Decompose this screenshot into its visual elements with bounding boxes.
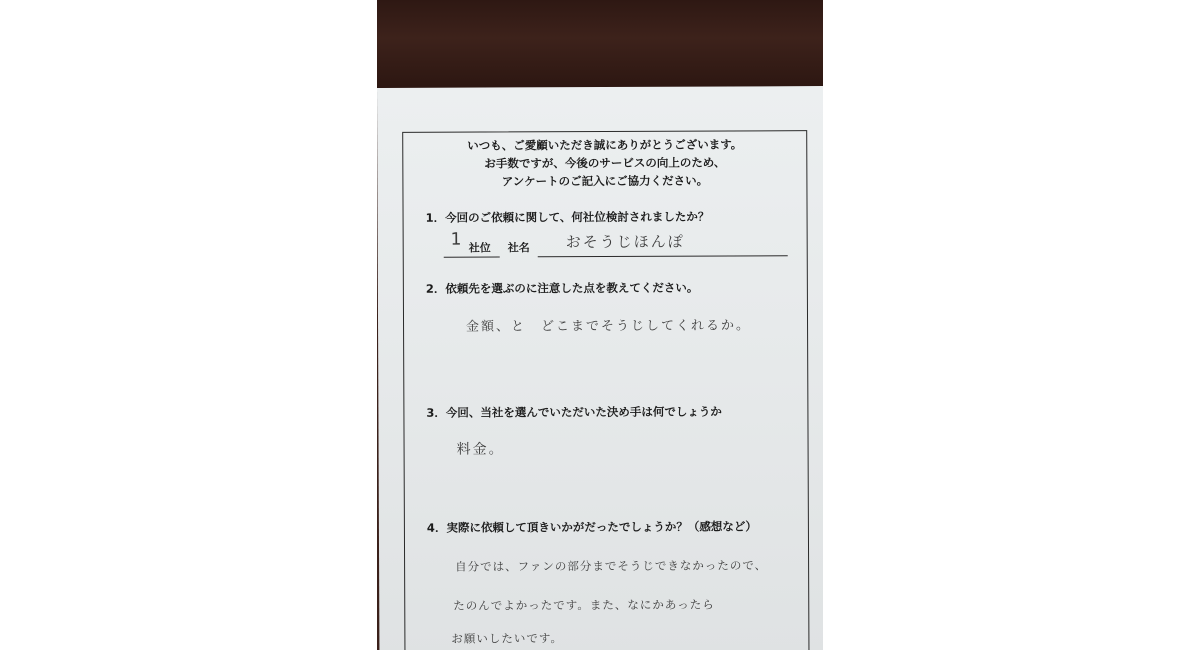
q3-answer: 料金。 [456, 441, 505, 458]
question-2: 2．依頼先を選ぶのに注意した点を教えてください。 [425, 280, 699, 296]
q4-answer-line-2: たのんでよかったです。また、なにかあったら [453, 597, 715, 613]
q2-answer: 金額、と どこまでそうじしてくれるか。 [466, 318, 752, 335]
survey-form-border [402, 130, 809, 650]
q1-name-underline [538, 255, 788, 257]
q1-name-label: 社名 [507, 241, 530, 255]
q1-count-underline [444, 256, 500, 257]
q1-name-answer: おそうじほんぽ [565, 232, 685, 252]
wooden-table-background [377, 0, 823, 95]
survey-sheet [377, 86, 823, 650]
intro-line-3: アンケートのご記入にご協力ください。 [501, 173, 709, 189]
scanned-photo [377, 0, 823, 650]
q1-count-answer: 1 [450, 229, 464, 250]
question-3: 3．今回、当社を選んでいただいた決め手は何でしょうか [426, 404, 722, 420]
question-1: 1．今回のご依頼に関して、何社位検討されましたか？ [425, 209, 710, 225]
q4-answer-line-3: お願いしたいです。 [451, 631, 564, 646]
q1-count-label: 社位 [468, 241, 491, 255]
question-4: 4．実際に依頼して頂きいかがだったでしょうか？（感想など） [426, 519, 757, 535]
intro-line-1: いつも、ご愛顧いただき誠にありがとうございます。 [467, 137, 743, 153]
intro-line-2: お手数ですが、今後のサービスの向上のため、 [484, 155, 726, 171]
q4-answer-line-1: 自分では、ファンの部分までそうじできなかったので、 [455, 558, 768, 574]
